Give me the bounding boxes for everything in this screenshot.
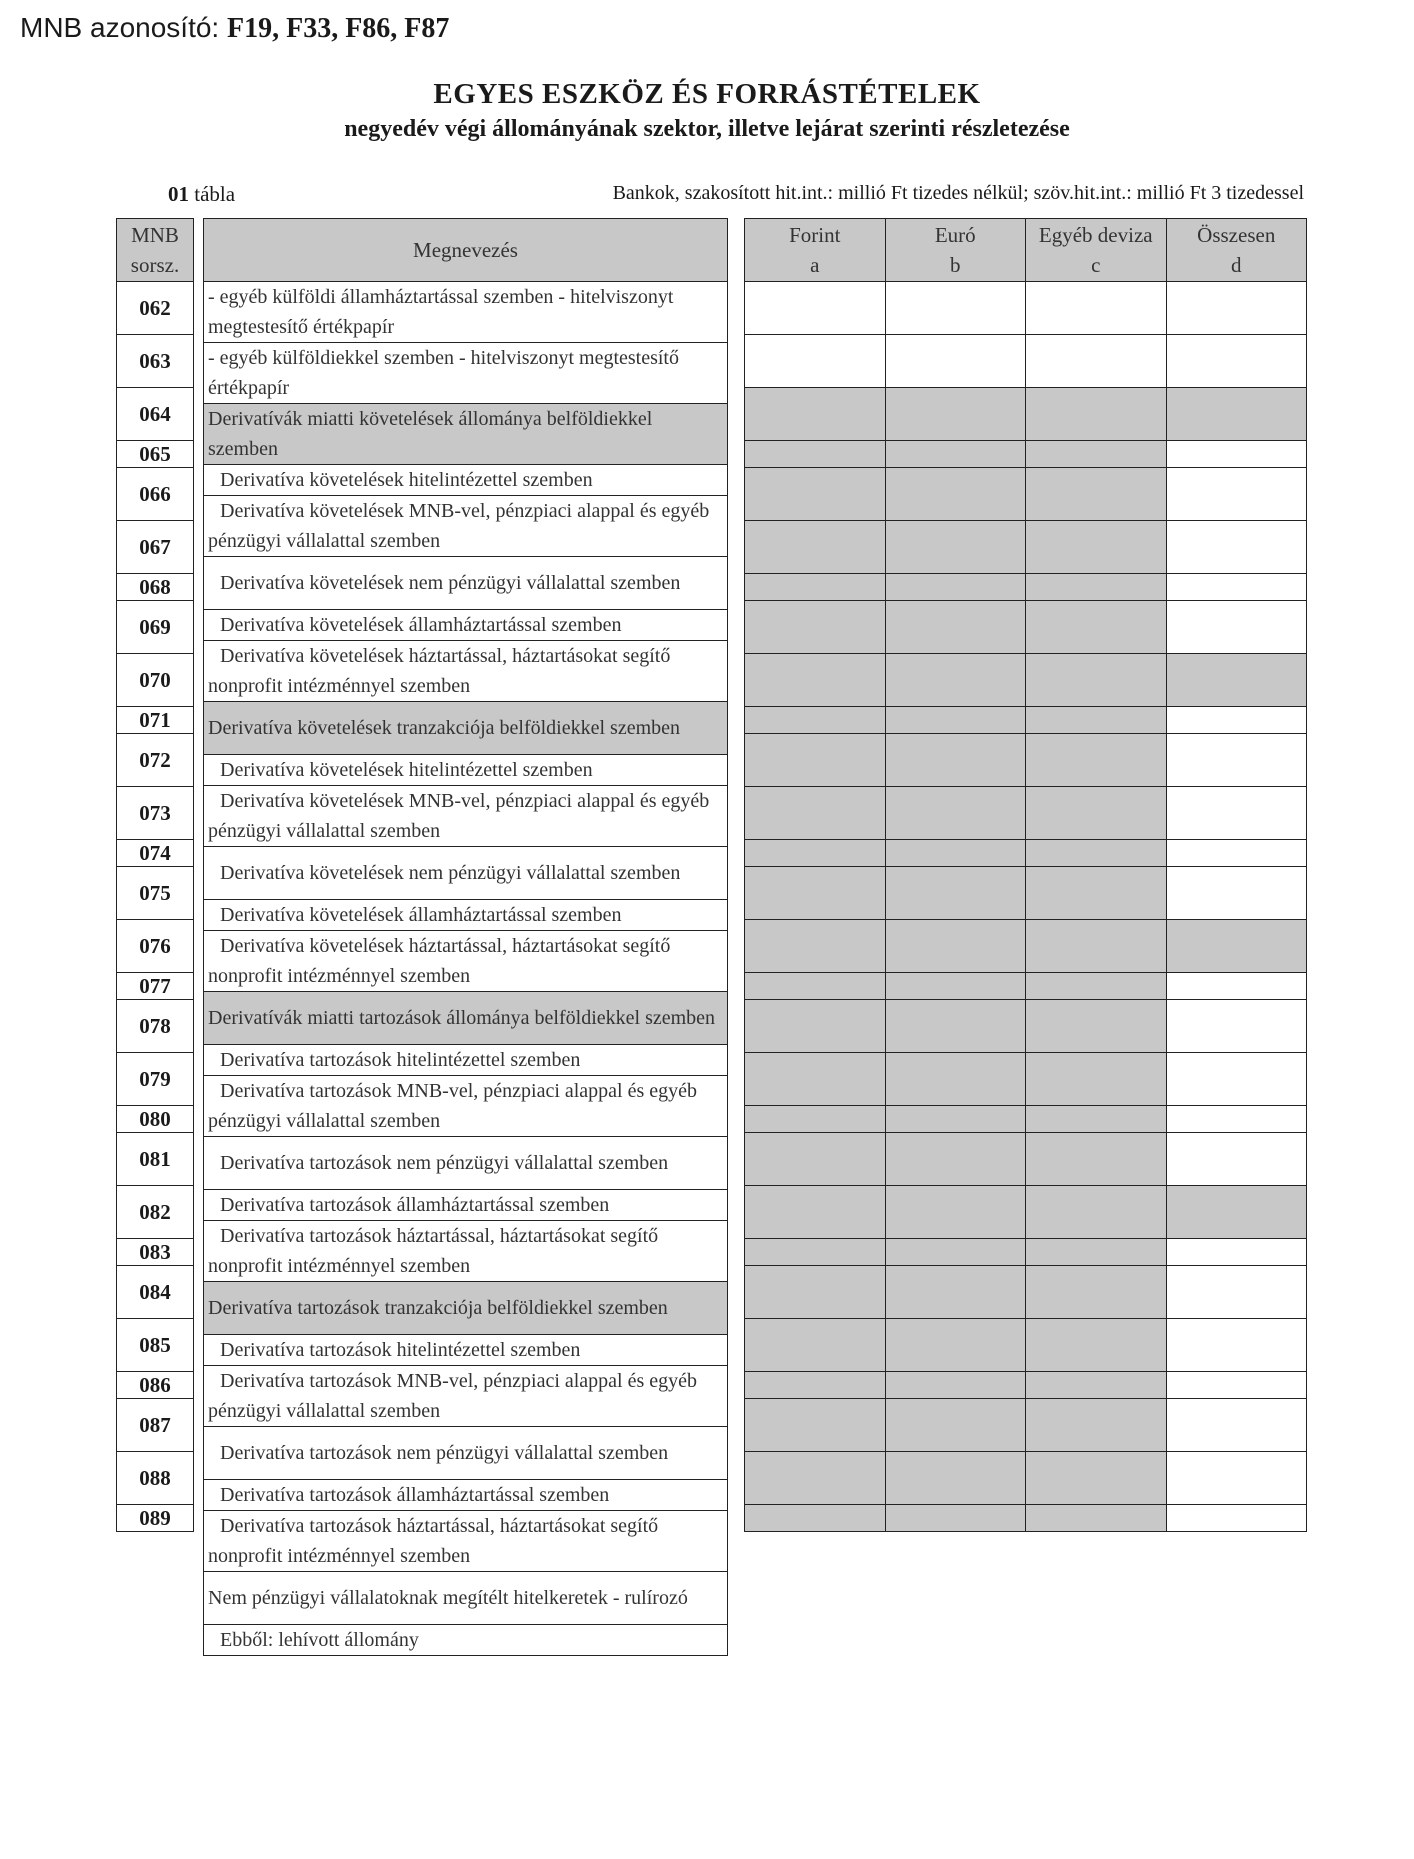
value-cell-forint	[745, 1106, 886, 1133]
value-cell-other	[1026, 1266, 1167, 1319]
value-cell-other	[1026, 920, 1167, 973]
row-code: 070	[117, 654, 194, 707]
name-header: Megnevezés	[204, 219, 728, 282]
table-number	[168, 182, 235, 207]
value-cell-total[interactable]	[1166, 734, 1307, 787]
value-cell-total[interactable]	[1166, 468, 1307, 521]
row-code: 088	[117, 1452, 194, 1505]
value-cell-euro	[885, 1186, 1026, 1239]
value-cell-other	[1026, 1106, 1167, 1133]
value-cell-euro	[885, 840, 1026, 867]
value-cell-forint	[745, 1266, 886, 1319]
value-cell-euro	[885, 1106, 1026, 1133]
row-label: - egyéb külföldi államháztartással szemben - hitelviszonyt megtestesítő értékpapír	[204, 282, 728, 343]
row-code: 081	[117, 1133, 194, 1186]
row-label: Nem pénzügyi vállalatoknak megítélt hitelkeretek - rulírozó	[204, 1572, 728, 1625]
value-cell-other	[1026, 441, 1167, 468]
row-code: 069	[117, 601, 194, 654]
value-cell-total[interactable]	[1166, 1372, 1307, 1399]
value-cell-total	[1166, 654, 1307, 707]
value-cell-forint	[745, 388, 886, 441]
row-code: 082	[117, 1186, 194, 1239]
value-cell-euro	[885, 1053, 1026, 1106]
value-cell-forint	[745, 468, 886, 521]
row-code: 085	[117, 1319, 194, 1372]
value-cell-total[interactable]	[1166, 1053, 1307, 1106]
other-sub: c	[1091, 253, 1101, 277]
other-currency-header	[1026, 219, 1167, 282]
row-label: Derivatíva tartozások hitelintézettel szemben	[204, 1045, 728, 1076]
value-cell-other[interactable]	[1026, 335, 1167, 388]
page-title: EGYES ESZKÖZ ÉS FORRÁSTÉTELEK	[433, 78, 981, 110]
value-cell-forint	[745, 1000, 886, 1053]
value-cell-other	[1026, 1239, 1167, 1266]
value-cell-other	[1026, 574, 1167, 601]
row-label: Derivatíva követelések államháztartással szemben	[204, 610, 728, 641]
value-cell-other	[1026, 1452, 1167, 1505]
row-code: 089	[117, 1505, 194, 1532]
value-cell-total[interactable]	[1166, 1505, 1307, 1532]
row-label: Derivatíva követelések háztartással, háztartásokat segítő nonprofit intézménnyel szemben	[204, 931, 728, 992]
value-cell-forint	[745, 1053, 886, 1106]
row-code: 063	[117, 335, 194, 388]
row-code: 084	[117, 1266, 194, 1319]
value-cell-euro	[885, 787, 1026, 840]
other-label: Egyéb deviza	[1038, 223, 1153, 247]
value-cell-euro	[885, 574, 1026, 601]
row-label: Derivatíva tartozások nem pénzügyi vállalattal szemben	[204, 1427, 728, 1480]
value-cell-total[interactable]	[1166, 521, 1307, 574]
value-cell-other	[1026, 1000, 1167, 1053]
value-cell-total[interactable]	[1166, 1452, 1307, 1505]
euro-sub: b	[950, 253, 961, 277]
value-cell-other	[1026, 707, 1167, 734]
value-cell-other	[1026, 468, 1167, 521]
value-cell-total[interactable]	[1166, 973, 1307, 1000]
row-code: 072	[117, 734, 194, 787]
value-cell-forint	[745, 1399, 886, 1452]
value-cell-forint	[745, 521, 886, 574]
value-cell-forint	[745, 1319, 886, 1372]
value-cell-forint	[745, 867, 886, 920]
table-no: 01	[168, 182, 189, 206]
value-cell-other	[1026, 1399, 1167, 1452]
row-label: Derivatíva követelések MNB-vel, pénzpiaci alappal és egyéb pénzügyi vállalattal szemben	[204, 496, 728, 557]
value-cell-other	[1026, 840, 1167, 867]
value-cell-euro	[885, 388, 1026, 441]
value-cell-forint[interactable]	[745, 282, 886, 335]
value-cell-other	[1026, 1319, 1167, 1372]
row-code: 086	[117, 1372, 194, 1399]
value-cell-other	[1026, 734, 1167, 787]
value-cell-euro	[885, 1266, 1026, 1319]
value-cell-forint	[745, 1452, 886, 1505]
value-cell-euro[interactable]	[885, 335, 1026, 388]
mnb-identifier	[20, 12, 449, 45]
value-cell-forint	[745, 574, 886, 601]
value-cell-euro	[885, 1239, 1026, 1266]
row-code: 080	[117, 1106, 194, 1133]
value-cell-forint	[745, 441, 886, 468]
value-cell-total[interactable]	[1166, 1000, 1307, 1053]
row-label: Derivatíva tartozások MNB-vel, pénzpiaci alappal és egyéb pénzügyi vállalattal szemben	[204, 1366, 728, 1427]
value-cell-euro	[885, 1000, 1026, 1053]
value-cell-total[interactable]	[1166, 1399, 1307, 1452]
value-cell-other	[1026, 1133, 1167, 1186]
value-cell-forint[interactable]	[745, 335, 886, 388]
value-cell-total	[1166, 920, 1307, 973]
row-code: 067	[117, 521, 194, 574]
row-code: 079	[117, 1053, 194, 1106]
value-cell-euro	[885, 920, 1026, 973]
value-cell-forint	[745, 734, 886, 787]
value-cell-other	[1026, 1505, 1167, 1532]
row-code: 068	[117, 574, 194, 601]
row-code: 071	[117, 707, 194, 734]
value-cell-euro	[885, 468, 1026, 521]
value-cell-other	[1026, 867, 1167, 920]
value-cell-other[interactable]	[1026, 282, 1167, 335]
forint-header	[745, 219, 886, 282]
code-header-line1: MNB	[131, 223, 179, 247]
row-code: 073	[117, 787, 194, 840]
row-label: Derivatíva tartozások háztartással, háztartásokat segítő nonprofit intézménnyel szemben	[204, 1511, 728, 1572]
row-code: 076	[117, 920, 194, 973]
value-cell-euro	[885, 867, 1026, 920]
value-cell-total	[1166, 388, 1307, 441]
row-label: Ebből: lehívott állomány	[204, 1625, 728, 1656]
mnb-codes: F19, F33, F86, F87	[226, 13, 450, 44]
forint-sub: a	[810, 253, 820, 277]
value-cell-euro	[885, 1399, 1026, 1452]
value-cell-total[interactable]	[1166, 787, 1307, 840]
value-cell-euro	[885, 521, 1026, 574]
value-cell-other	[1026, 1053, 1167, 1106]
row-code: 078	[117, 1000, 194, 1053]
value-cell-total[interactable]	[1166, 601, 1307, 654]
row-label: Derivatíva tartozások államháztartással szemben	[204, 1480, 728, 1511]
value-cell-total[interactable]	[1166, 282, 1307, 335]
value-cell-euro	[885, 1133, 1026, 1186]
row-label: Derivatívák miatti tartozások állománya belföldiekkel szemben	[204, 992, 728, 1045]
row-code: 083	[117, 1239, 194, 1266]
row-label: Derivatíva tartozások tranzakciója belföldiekkel szemben	[204, 1282, 728, 1335]
value-cell-euro	[885, 1505, 1026, 1532]
value-cell-total[interactable]	[1166, 840, 1307, 867]
value-cell-total[interactable]	[1166, 1266, 1307, 1319]
row-label: Derivatíva követelések hitelintézettel szemben	[204, 465, 728, 496]
value-cell-other	[1026, 1186, 1167, 1239]
value-cell-total[interactable]	[1166, 574, 1307, 601]
euro-label: Euró	[934, 223, 976, 247]
value-cell-forint	[745, 1133, 886, 1186]
row-label: Derivatíva követelések MNB-vel, pénzpiaci alappal és egyéb pénzügyi vállalattal szemben	[204, 786, 728, 847]
value-cell-forint	[745, 601, 886, 654]
table-word: tábla	[194, 182, 236, 206]
value-cell-euro	[885, 441, 1026, 468]
row-label: Derivatíva tartozások MNB-vel, pénzpiaci alappal és egyéb pénzügyi vállalattal szemben	[204, 1076, 728, 1137]
value-cell-other	[1026, 654, 1167, 707]
value-cell-total[interactable]	[1166, 1239, 1307, 1266]
row-label: Derivatíva követelések államháztartással szemben	[204, 900, 728, 931]
code-header	[117, 219, 194, 282]
forint-label: Forint	[789, 223, 841, 247]
row-code: 075	[117, 867, 194, 920]
value-cell-forint	[745, 973, 886, 1000]
values-table	[744, 218, 1307, 1532]
value-cell-other	[1026, 787, 1167, 840]
value-cell-other	[1026, 1372, 1167, 1399]
value-cell-forint	[745, 1186, 886, 1239]
row-label: Derivatívák miatti követelések állománya belföldiekkel szemben	[204, 404, 728, 465]
value-cell-total[interactable]	[1166, 1106, 1307, 1133]
value-cell-forint	[745, 707, 886, 734]
value-cell-forint	[745, 787, 886, 840]
row-label: Derivatíva követelések tranzakciója belföldiekkel szemben	[204, 702, 728, 755]
value-cell-euro[interactable]	[885, 282, 1026, 335]
total-label: Összesen	[1197, 223, 1276, 247]
code-header-line2: sorsz.	[130, 253, 180, 277]
units-note: Bankok, szakosított hit.int.: millió Ft tizedes nélkül; szöv.hit.int.: millió Ft 3 tizedessel	[612, 182, 1304, 204]
row-label: Derivatíva tartozások háztartással, háztartásokat segítő nonprofit intézménnyel szemben	[204, 1221, 728, 1282]
value-cell-other	[1026, 521, 1167, 574]
value-cell-total[interactable]	[1166, 867, 1307, 920]
row-code: 064	[117, 388, 194, 441]
value-cell-euro	[885, 734, 1026, 787]
value-cell-euro	[885, 973, 1026, 1000]
value-cell-euro	[885, 654, 1026, 707]
value-cell-total[interactable]	[1166, 335, 1307, 388]
value-cell-euro	[885, 707, 1026, 734]
value-cell-other	[1026, 973, 1167, 1000]
mnb-label: MNB azonosító:	[20, 12, 227, 43]
name-column-table	[203, 218, 728, 1656]
value-cell-total[interactable]	[1166, 1319, 1307, 1372]
value-cell-forint	[745, 654, 886, 707]
value-cell-forint	[745, 840, 886, 867]
row-label: Derivatíva követelések háztartással, háztartásokat segítő nonprofit intézménnyel szemben	[204, 641, 728, 702]
row-label: - egyéb külföldiekkel szemben - hitelviszonyt megtestesítő értékpapír	[204, 343, 728, 404]
row-label: Derivatíva tartozások nem pénzügyi vállalattal szemben	[204, 1137, 728, 1190]
value-cell-forint	[745, 920, 886, 973]
value-cell-forint	[745, 1372, 886, 1399]
row-code: 074	[117, 840, 194, 867]
row-code: 062	[117, 282, 194, 335]
value-cell-euro	[885, 1319, 1026, 1372]
row-label: Derivatíva tartozások hitelintézettel szemben	[204, 1335, 728, 1366]
value-cell-total[interactable]	[1166, 441, 1307, 468]
value-cell-total	[1166, 1186, 1307, 1239]
row-code: 065	[117, 441, 194, 468]
value-cell-forint	[745, 1239, 886, 1266]
value-cell-euro	[885, 1372, 1026, 1399]
value-cell-total[interactable]	[1166, 1133, 1307, 1186]
row-code: 077	[117, 973, 194, 1000]
total-header	[1166, 219, 1307, 282]
value-cell-total[interactable]	[1166, 707, 1307, 734]
row-label: Derivatíva követelések nem pénzügyi vállalattal szemben	[204, 847, 728, 900]
value-cell-euro	[885, 601, 1026, 654]
euro-header	[885, 219, 1026, 282]
value-cell-forint	[745, 1505, 886, 1532]
value-cell-euro	[885, 1452, 1026, 1505]
row-label: Derivatíva követelések hitelintézettel szemben	[204, 755, 728, 786]
row-code: 066	[117, 468, 194, 521]
page-subtitle: negyedév végi állományának szektor, illetve lejárat szerinti részletezése	[344, 116, 1070, 142]
value-cell-other	[1026, 388, 1167, 441]
code-column-table	[116, 218, 194, 1532]
row-code: 087	[117, 1399, 194, 1452]
value-cell-other	[1026, 601, 1167, 654]
row-label: Derivatíva követelések nem pénzügyi vállalattal szemben	[204, 557, 728, 610]
total-sub: d	[1231, 253, 1242, 277]
row-label: Derivatíva tartozások államháztartással szemben	[204, 1190, 728, 1221]
